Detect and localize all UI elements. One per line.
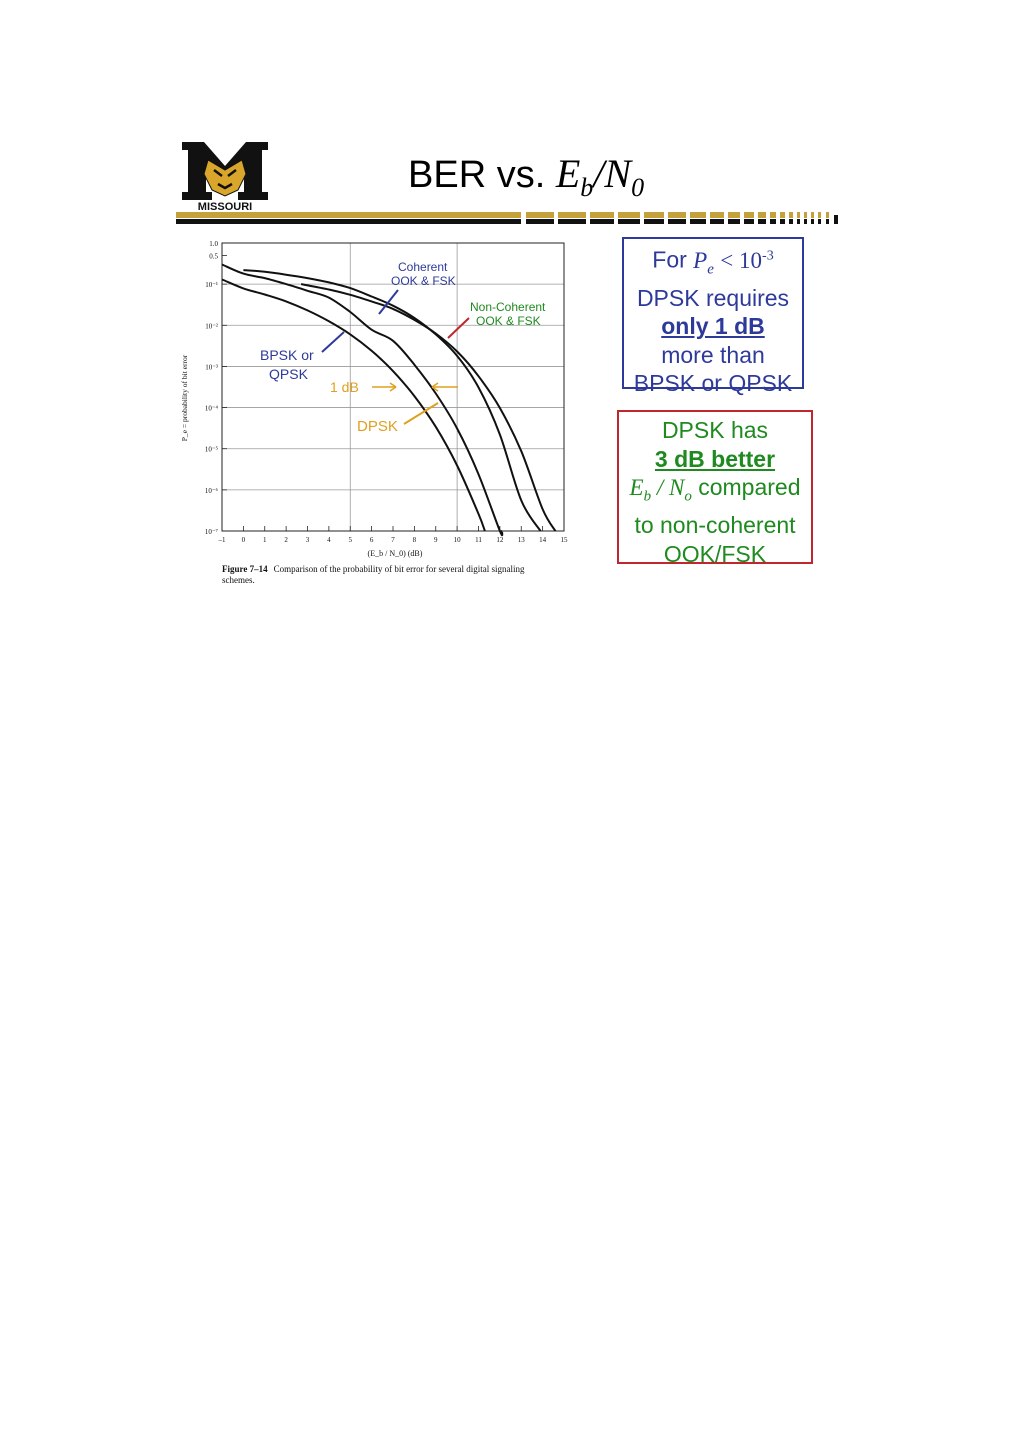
ber-chart: [172, 232, 582, 564]
series-curve-1: [222, 265, 502, 536]
dpsk-vs-bpsk-note: [622, 237, 804, 397]
box2-line3: [619, 473, 811, 511]
annotation-qpsk: QPSK: [269, 366, 308, 382]
logo-text: MISSOURI: [197, 201, 253, 212]
x-tick-label: 6: [369, 536, 374, 544]
annotation-non-coherent: Non-Coherent: [470, 300, 546, 314]
x-tick-label: 10: [453, 536, 461, 544]
x-tick-label: 0: [241, 536, 246, 544]
caption-text: Comparison of the probability of bit error for several digital signaling schemes.: [222, 564, 525, 585]
tiger-icon: [204, 160, 246, 196]
y-tick-label: 10⁻³: [205, 363, 218, 372]
x-tick-label: 4: [327, 536, 331, 544]
annotation-non-coherent-ook-fsk: OOK & FSK: [476, 314, 541, 328]
box1-line4: more than: [661, 341, 765, 368]
x-tick-label: 8: [412, 536, 417, 544]
box1-pe: [693, 247, 714, 278]
title-b: b: [580, 173, 594, 202]
y-tick-label: 1.0: [209, 240, 218, 248]
y-axis-label: P_e = probability of bit error: [180, 354, 189, 442]
box2-eb: E: [629, 475, 644, 500]
annotation-coherent: Coherent: [398, 260, 448, 274]
title-prefix: BER vs.: [408, 154, 556, 196]
x-tick-label: 11: [475, 536, 482, 544]
y-tick-label: 10⁻⁷: [204, 528, 218, 536]
x-tick-label: 1: [263, 536, 267, 544]
box2-compared: compared: [698, 474, 801, 500]
box2-no-sub: o: [684, 488, 692, 505]
y-tick-label: 10⁻⁶: [204, 486, 218, 495]
box2-line5: OOK/FSK: [663, 540, 767, 567]
box1-exp: -3: [762, 248, 774, 263]
annotation-bpsk: BPSK or: [260, 347, 314, 363]
x-tick-label: 9: [434, 536, 438, 544]
x-tick-label: 2: [284, 536, 288, 544]
title-e: E: [555, 151, 581, 196]
box1-for: For: [652, 246, 687, 273]
y-tick-labels: [205, 240, 219, 536]
box2-line4: to non-coherent: [634, 512, 796, 539]
title-zero: 0: [631, 173, 645, 202]
x-axis-label: (E_b / N_0) (dB): [367, 549, 423, 558]
box2-slash: /: [656, 475, 664, 500]
x-tick-label: 15: [560, 536, 568, 544]
box1-pe-letter: P: [693, 247, 708, 273]
box1-lt: < 10: [720, 247, 763, 273]
pointer-non-coherent: [448, 318, 469, 338]
caption-label: Figure 7–14: [222, 564, 268, 574]
box1-line3: only 1 dB: [661, 313, 765, 340]
title-divider: [176, 212, 840, 226]
annotation-1db: 1 dB: [330, 379, 359, 395]
dpsk-vs-noncoherent-note: [617, 410, 813, 567]
annotations: [260, 260, 546, 435]
dashed-rule: [526, 212, 838, 224]
x-tick-label: 5: [348, 536, 352, 544]
series-curve-0: [222, 280, 485, 532]
box1-threshold: [720, 248, 773, 273]
x-tick-label: 14: [539, 536, 547, 544]
x-tick-label: –1: [218, 536, 226, 544]
pointer-bpsk: [322, 332, 344, 352]
box1-line1: [624, 242, 802, 284]
box2-no: N: [668, 475, 685, 500]
box2-eb-sub: b: [643, 488, 652, 505]
annotation-coherent-ook-fsk: OOK & FSK: [391, 274, 456, 288]
x-tick-labels: [218, 536, 569, 544]
annotation-dpsk: DPSK: [357, 418, 398, 435]
y-tick-label: 10⁻²: [205, 322, 218, 331]
x-tick-label: 12: [496, 536, 504, 544]
box2-line2: 3 dB better: [654, 445, 776, 472]
y-tick-label: 10⁻⁴: [204, 404, 218, 413]
x-tick-label: 3: [305, 536, 310, 544]
university-logo: [180, 140, 270, 212]
x-tick-label: 7: [391, 536, 395, 544]
title-n: N: [604, 151, 632, 196]
slide-title: [408, 150, 644, 203]
box1-pe-sub: e: [707, 261, 714, 278]
y-tick-label: 10⁻⁵: [204, 445, 218, 454]
figure-caption: [222, 564, 542, 586]
box2-ebno: [629, 475, 692, 505]
box1-line5: BPSK or QPSK: [633, 370, 793, 397]
box1-line2: DPSK requires: [636, 284, 790, 311]
y-tick-label: 0.5: [209, 252, 218, 261]
title-slash: /: [593, 151, 605, 196]
y-tick-label: 10⁻¹: [205, 281, 218, 290]
x-tick-label: 13: [517, 536, 525, 544]
box2-line1: DPSK has: [661, 417, 769, 443]
